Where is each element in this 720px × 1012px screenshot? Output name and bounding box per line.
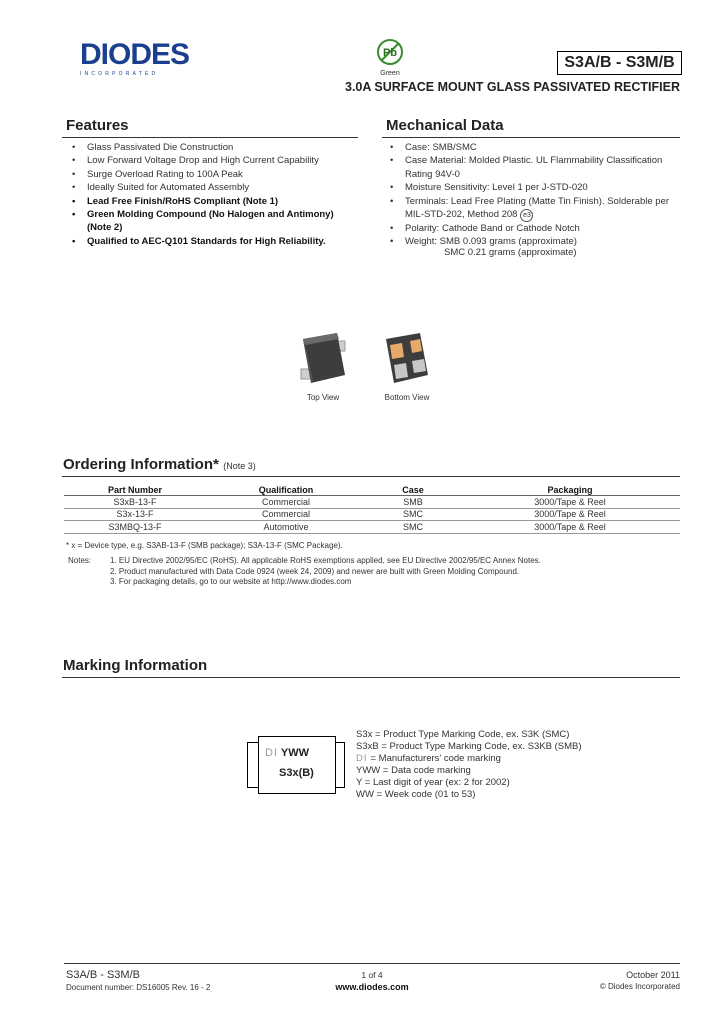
pb-text: Pb [382,47,398,59]
package-bottom-view-image [380,331,432,389]
col-packaging: Packaging [460,484,680,496]
marking-chip [258,736,336,794]
ordering-divider [62,476,680,477]
mechanical-list [384,141,676,249]
ordering-table [64,484,680,534]
marking-divider [62,677,680,678]
case-cell: SMC [366,508,460,521]
footer-copyright: © Diodes Incorporated [599,982,680,991]
mechanical-item-text: Case Material: Molded Plastic. UL Flammability Classification Rating 94V-0 [405,155,663,180]
note-item: 2. Product manufactured with Data Code 0924 (week 24, 2009) and newer are built with Green Molding Compound. [110,566,520,576]
feature-item: • Surge Overload Rating to 100A Peak [66,168,356,181]
mechanical-item [384,181,676,194]
features-divider [62,137,358,138]
marking-legend-text: S3xB = Product Type Marking Code, ex. S3KB (SMB) [356,741,582,752]
ordering-footnote: * x = Device type, e.g. S3AB-13-F (SMB package); S3A-13-F (SMC Package). [66,541,343,550]
packaging-cell: 3000/Tape & Reel [460,496,680,509]
marking-legend-text: S3x = Product Type Marking Code, ex. S3K (SMC) [356,729,570,740]
bottom-view-caption: Bottom View [384,393,430,402]
feature-item: • Green Molding Compound (No Halogen and Antimony) (Note 2) [66,208,356,235]
col-qualification: Qualification [206,484,366,496]
marking-date-code: YWW [280,747,309,759]
marking-legend-text: WW = Week code (01 to 53) [356,789,476,800]
mechanical-item-text: Terminals: Lead Free Plating (Matte Tin Finish). Solderable per MIL-STD-202, Method 208 [405,195,670,221]
mechanical-item-text: Case: SMB/SMC [405,142,477,153]
pb-free-icon [375,37,405,67]
ordering-row [64,521,680,534]
document-subtitle: 3.0A SURFACE MOUNT GLASS PASSIVATED RECTIFIER [345,80,680,94]
ordering-header-row [64,484,680,496]
features-list [66,141,356,248]
ordering-row [64,496,680,509]
footer-page: 1 of 4 [361,970,383,980]
footer-part: S3A/B - S3M/B [66,969,140,981]
qualification-cell: Automotive [206,521,366,534]
mechanical-item-text: Polarity: Cathode Band or Cathode Notch [405,223,580,235]
features-title: Features [66,117,129,134]
manufacturer-logo-mark: DI [265,747,278,759]
qualification-cell: Commercial [206,508,366,521]
feature-item: • Qualified to AEC-Q101 Standards for High Reliability. [66,235,356,248]
footer-doc-number: Document number: DS16005 Rev. 16 - 2 [66,983,211,992]
marking-legend-item [356,729,676,741]
feature-item: • Ideally Suited for Automated Assembly [66,181,356,194]
part-number-cell: S3MBQ-13-F [64,521,206,534]
notes-label: Notes: [68,556,92,565]
logo-subtext: INCORPORATED [80,71,159,77]
weight-smc: SMC 0.21 grams (approximate) [444,247,577,258]
notes-list [110,556,670,588]
marking-legend [356,729,676,801]
green-label: Green [380,70,400,77]
e3-lead-free-mark: e3 [520,209,533,222]
top-view-caption: Top View [306,393,340,402]
mechanical-item [384,141,676,154]
footer-website-link[interactable]: www.diodes.com [335,982,409,992]
footer-date: October 2011 [626,970,680,980]
marking-legend-text: Y = Last digit of year (ex: 2 for 2002) [356,777,510,788]
col-case: Case [366,484,460,496]
mechanical-title: Mechanical Data [386,117,504,134]
ordering-note-ref: (Note 3) [223,461,256,471]
col-part-number: Part Number [64,484,206,496]
feature-item: • Lead Free Finish/RoHS Compliant (Note 1) [66,195,356,208]
manufacturer-code-symbol: DI [356,753,368,764]
marking-legend-item [356,777,676,789]
part-number-cell: S3x-13-F [64,508,206,521]
packaging-cell: 3000/Tape & Reel [460,508,680,521]
marking-line-1 [265,747,309,759]
note-item: 3. For packaging details, go to our website at http://www.diodes.com [110,577,352,586]
mechanical-item-text: Weight: SMB 0.093 grams (approximate) [405,236,577,248]
case-cell: SMC [366,521,460,534]
part-range-box: S3A/B - S3M/B [557,51,682,75]
footer-divider [64,963,680,964]
mechanical-divider [382,137,680,138]
marking-legend-item [356,741,676,753]
packaging-cell: 3000/Tape & Reel [460,521,680,534]
ordering-heading [63,456,256,474]
package-top-view-image [297,331,349,389]
mechanical-item [384,154,676,181]
ordering-title: Ordering Information* [63,456,219,473]
mechanical-item [384,222,676,235]
green-pb-free-badge [372,37,408,79]
marking-legend-item [356,789,676,801]
note-item: 1. EU Directive 2002/95/EC (RoHS). All applicable RoHS exemptions applied, see EU Directive 2002/95/EC Annex Notes. [110,556,541,565]
ordering-row [64,508,680,521]
diodes-logo [80,40,202,80]
marking-legend-text: = Manufacturers' code marking [370,753,501,764]
marking-type-code: S3x(B) [279,767,314,779]
case-cell: SMB [366,496,460,509]
feature-item: • Glass Passivated Die Construction [66,141,356,154]
feature-item: • Low Forward Voltage Drop and High Current Capability [66,154,356,167]
marking-legend-item [356,765,676,777]
qualification-cell: Commercial [206,496,366,509]
marking-title: Marking Information [63,657,208,674]
marking-legend-item [356,753,676,765]
marking-legend-text: YWW = Data code marking [356,765,471,776]
mechanical-item [384,195,676,222]
part-number-cell: S3xB-13-F [64,496,206,509]
mechanical-item-text: Moisture Sensitivity: Level 1 per J-STD-020 [405,182,588,194]
logo-wordmark: DIODES [80,38,190,71]
